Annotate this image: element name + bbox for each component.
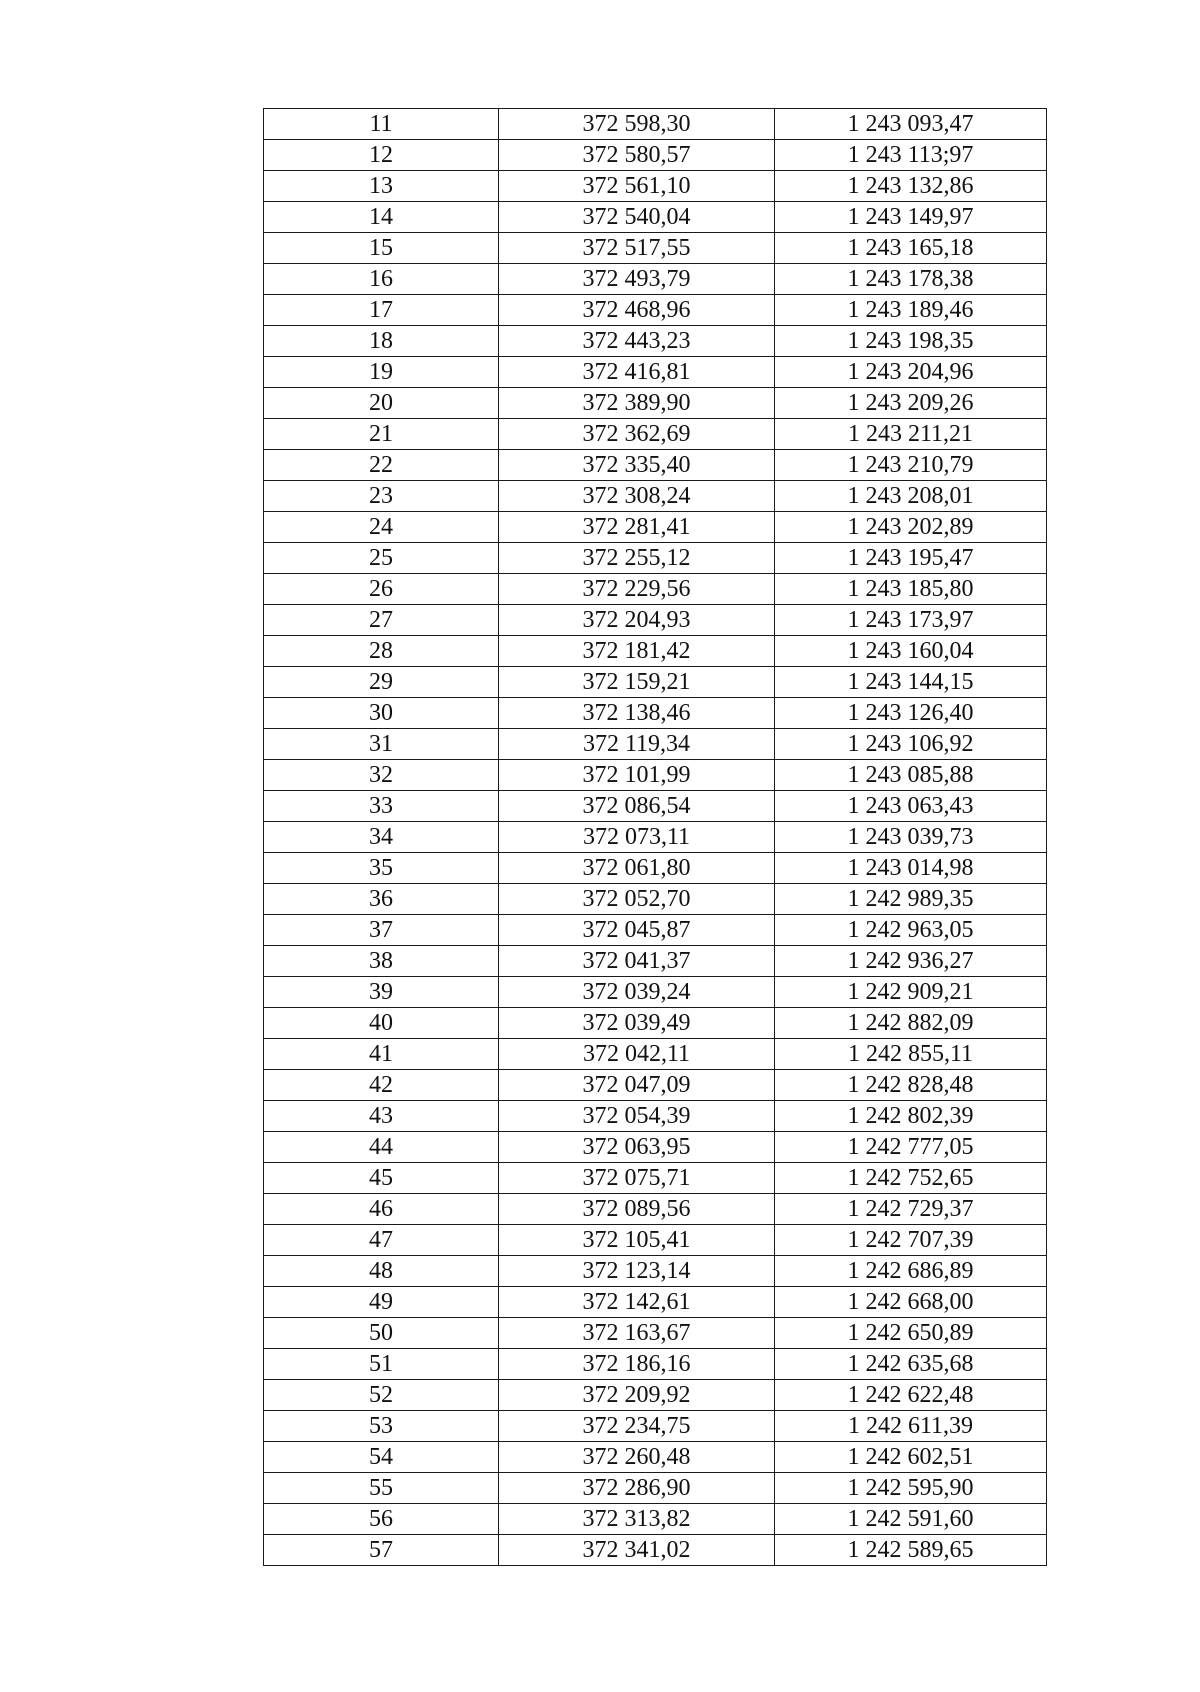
x-coordinate-cell: 372 229,56 (499, 574, 775, 605)
x-coordinate-cell: 372 362,69 (499, 419, 775, 450)
table-row (264, 357, 1047, 388)
point-number-cell: 43 (264, 1101, 499, 1132)
x-coordinate-cell: 372 052,70 (499, 884, 775, 915)
table-row (264, 1256, 1047, 1287)
x-coordinate-cell: 372 181,42 (499, 636, 775, 667)
table-row (264, 419, 1047, 450)
point-number-cell: 42 (264, 1070, 499, 1101)
x-coordinate-cell: 372 468,96 (499, 295, 775, 326)
x-coordinate-cell: 372 039,24 (499, 977, 775, 1008)
table-row (264, 1535, 1047, 1566)
table-row (264, 1194, 1047, 1225)
table-row (264, 543, 1047, 574)
y-coordinate-cell: 1 243 173,97 (775, 605, 1047, 636)
point-number-cell: 19 (264, 357, 499, 388)
table-row (264, 915, 1047, 946)
table-row (264, 1442, 1047, 1473)
y-coordinate-cell: 1 243 063,43 (775, 791, 1047, 822)
table-row (264, 1287, 1047, 1318)
x-coordinate-cell: 372 142,61 (499, 1287, 775, 1318)
y-coordinate-cell: 1 242 635,68 (775, 1349, 1047, 1380)
x-coordinate-cell: 372 105,41 (499, 1225, 775, 1256)
point-number-cell: 38 (264, 946, 499, 977)
table-row (264, 1225, 1047, 1256)
point-number-cell: 41 (264, 1039, 499, 1070)
table-row (264, 326, 1047, 357)
y-coordinate-cell: 1 242 909,21 (775, 977, 1047, 1008)
y-coordinate-cell: 1 243 144,15 (775, 667, 1047, 698)
y-coordinate-cell: 1 242 622,48 (775, 1380, 1047, 1411)
x-coordinate-cell: 372 204,93 (499, 605, 775, 636)
y-coordinate-cell: 1 243 132,86 (775, 171, 1047, 202)
x-coordinate-cell: 372 540,04 (499, 202, 775, 233)
x-coordinate-cell: 372 101,99 (499, 760, 775, 791)
y-coordinate-cell: 1 243 211,21 (775, 419, 1047, 450)
x-coordinate-cell: 372 041,37 (499, 946, 775, 977)
y-coordinate-cell: 1 243 113;97 (775, 140, 1047, 171)
point-number-cell: 18 (264, 326, 499, 357)
x-coordinate-cell: 372 186,16 (499, 1349, 775, 1380)
table-row (264, 233, 1047, 264)
point-number-cell: 46 (264, 1194, 499, 1225)
point-number-cell: 29 (264, 667, 499, 698)
point-number-cell: 20 (264, 388, 499, 419)
x-coordinate-cell: 372 047,09 (499, 1070, 775, 1101)
y-coordinate-cell: 1 243 126,40 (775, 698, 1047, 729)
point-number-cell: 25 (264, 543, 499, 574)
table-row (264, 140, 1047, 171)
point-number-cell: 21 (264, 419, 499, 450)
point-number-cell: 35 (264, 853, 499, 884)
point-number-cell: 40 (264, 1008, 499, 1039)
table-row (264, 977, 1047, 1008)
point-number-cell: 55 (264, 1473, 499, 1504)
point-number-cell: 52 (264, 1380, 499, 1411)
point-number-cell: 34 (264, 822, 499, 853)
coordinates-table-body (264, 109, 1047, 1566)
point-number-cell: 49 (264, 1287, 499, 1318)
y-coordinate-cell: 1 243 014,98 (775, 853, 1047, 884)
y-coordinate-cell: 1 242 729,37 (775, 1194, 1047, 1225)
y-coordinate-cell: 1 243 198,35 (775, 326, 1047, 357)
x-coordinate-cell: 372 389,90 (499, 388, 775, 419)
x-coordinate-cell: 372 443,23 (499, 326, 775, 357)
table-row (264, 822, 1047, 853)
y-coordinate-cell: 1 243 210,79 (775, 450, 1047, 481)
point-number-cell: 31 (264, 729, 499, 760)
x-coordinate-cell: 372 045,87 (499, 915, 775, 946)
table-row (264, 1008, 1047, 1039)
y-coordinate-cell: 1 242 802,39 (775, 1101, 1047, 1132)
y-coordinate-cell: 1 242 668,00 (775, 1287, 1047, 1318)
point-number-cell: 48 (264, 1256, 499, 1287)
x-coordinate-cell: 372 209,92 (499, 1380, 775, 1411)
y-coordinate-cell: 1 243 208,01 (775, 481, 1047, 512)
table-row (264, 450, 1047, 481)
x-coordinate-cell: 372 061,80 (499, 853, 775, 884)
x-coordinate-cell: 372 335,40 (499, 450, 775, 481)
point-number-cell: 56 (264, 1504, 499, 1535)
table-row (264, 760, 1047, 791)
y-coordinate-cell: 1 243 165,18 (775, 233, 1047, 264)
y-coordinate-cell: 1 242 777,05 (775, 1132, 1047, 1163)
y-coordinate-cell: 1 243 039,73 (775, 822, 1047, 853)
point-number-cell: 12 (264, 140, 499, 171)
y-coordinate-cell: 1 242 686,89 (775, 1256, 1047, 1287)
x-coordinate-cell: 372 416,81 (499, 357, 775, 388)
point-number-cell: 14 (264, 202, 499, 233)
table-row (264, 791, 1047, 822)
table-row (264, 1349, 1047, 1380)
point-number-cell: 47 (264, 1225, 499, 1256)
coordinates-table (263, 108, 1047, 1566)
point-number-cell: 22 (264, 450, 499, 481)
table-row (264, 853, 1047, 884)
point-number-cell: 28 (264, 636, 499, 667)
y-coordinate-cell: 1 242 602,51 (775, 1442, 1047, 1473)
table-row (264, 884, 1047, 915)
table-row (264, 1473, 1047, 1504)
x-coordinate-cell: 372 073,11 (499, 822, 775, 853)
table-row (264, 1132, 1047, 1163)
table-row (264, 729, 1047, 760)
table-row (264, 1411, 1047, 1442)
point-number-cell: 50 (264, 1318, 499, 1349)
x-coordinate-cell: 372 561,10 (499, 171, 775, 202)
y-coordinate-cell: 1 242 882,09 (775, 1008, 1047, 1039)
point-number-cell: 57 (264, 1535, 499, 1566)
x-coordinate-cell: 372 075,71 (499, 1163, 775, 1194)
table-row (264, 636, 1047, 667)
table-row (264, 605, 1047, 636)
point-number-cell: 30 (264, 698, 499, 729)
x-coordinate-cell: 372 517,55 (499, 233, 775, 264)
table-row (264, 1070, 1047, 1101)
y-coordinate-cell: 1 242 828,48 (775, 1070, 1047, 1101)
y-coordinate-cell: 1 242 589,65 (775, 1535, 1047, 1566)
table-row (264, 1504, 1047, 1535)
table-row (264, 1163, 1047, 1194)
x-coordinate-cell: 372 163,67 (499, 1318, 775, 1349)
y-coordinate-cell: 1 242 591,60 (775, 1504, 1047, 1535)
point-number-cell: 44 (264, 1132, 499, 1163)
x-coordinate-cell: 372 042,11 (499, 1039, 775, 1070)
table-row (264, 698, 1047, 729)
point-number-cell: 45 (264, 1163, 499, 1194)
table-row (264, 295, 1047, 326)
y-coordinate-cell: 1 242 936,27 (775, 946, 1047, 977)
point-number-cell: 26 (264, 574, 499, 605)
y-coordinate-cell: 1 243 189,46 (775, 295, 1047, 326)
y-coordinate-cell: 1 242 650,89 (775, 1318, 1047, 1349)
x-coordinate-cell: 372 598,30 (499, 109, 775, 140)
point-number-cell: 54 (264, 1442, 499, 1473)
point-number-cell: 23 (264, 481, 499, 512)
table-row (264, 946, 1047, 977)
table-row (264, 1380, 1047, 1411)
y-coordinate-cell: 1 243 209,26 (775, 388, 1047, 419)
table-row (264, 1039, 1047, 1070)
table-row (264, 512, 1047, 543)
y-coordinate-cell: 1 242 989,35 (775, 884, 1047, 915)
x-coordinate-cell: 372 063,95 (499, 1132, 775, 1163)
x-coordinate-cell: 372 138,46 (499, 698, 775, 729)
table-row (264, 171, 1047, 202)
y-coordinate-cell: 1 243 195,47 (775, 543, 1047, 574)
y-coordinate-cell: 1 243 106,92 (775, 729, 1047, 760)
x-coordinate-cell: 372 089,56 (499, 1194, 775, 1225)
x-coordinate-cell: 372 260,48 (499, 1442, 775, 1473)
point-number-cell: 11 (264, 109, 499, 140)
y-coordinate-cell: 1 242 707,39 (775, 1225, 1047, 1256)
point-number-cell: 53 (264, 1411, 499, 1442)
x-coordinate-cell: 372 281,41 (499, 512, 775, 543)
table-row (264, 388, 1047, 419)
point-number-cell: 27 (264, 605, 499, 636)
x-coordinate-cell: 372 313,82 (499, 1504, 775, 1535)
table-row (264, 202, 1047, 233)
table-row (264, 481, 1047, 512)
y-coordinate-cell: 1 243 149,97 (775, 202, 1047, 233)
point-number-cell: 17 (264, 295, 499, 326)
y-coordinate-cell: 1 242 855,11 (775, 1039, 1047, 1070)
table-row (264, 1318, 1047, 1349)
y-coordinate-cell: 1 242 963,05 (775, 915, 1047, 946)
x-coordinate-cell: 372 159,21 (499, 667, 775, 698)
point-number-cell: 16 (264, 264, 499, 295)
x-coordinate-cell: 372 119,34 (499, 729, 775, 760)
point-number-cell: 37 (264, 915, 499, 946)
table-row (264, 264, 1047, 295)
point-number-cell: 39 (264, 977, 499, 1008)
x-coordinate-cell: 372 308,24 (499, 481, 775, 512)
y-coordinate-cell: 1 243 085,88 (775, 760, 1047, 791)
point-number-cell: 13 (264, 171, 499, 202)
x-coordinate-cell: 372 341,02 (499, 1535, 775, 1566)
x-coordinate-cell: 372 286,90 (499, 1473, 775, 1504)
y-coordinate-cell: 1 243 185,80 (775, 574, 1047, 605)
y-coordinate-cell: 1 242 752,65 (775, 1163, 1047, 1194)
y-coordinate-cell: 1 243 204,96 (775, 357, 1047, 388)
point-number-cell: 24 (264, 512, 499, 543)
x-coordinate-cell: 372 493,79 (499, 264, 775, 295)
x-coordinate-cell: 372 086,54 (499, 791, 775, 822)
point-number-cell: 36 (264, 884, 499, 915)
y-coordinate-cell: 1 243 178,38 (775, 264, 1047, 295)
table-row (264, 109, 1047, 140)
point-number-cell: 33 (264, 791, 499, 822)
table-row (264, 667, 1047, 698)
point-number-cell: 15 (264, 233, 499, 264)
point-number-cell: 32 (264, 760, 499, 791)
table-row (264, 1101, 1047, 1132)
x-coordinate-cell: 372 255,12 (499, 543, 775, 574)
x-coordinate-cell: 372 039,49 (499, 1008, 775, 1039)
y-coordinate-cell: 1 242 611,39 (775, 1411, 1047, 1442)
x-coordinate-cell: 372 123,14 (499, 1256, 775, 1287)
x-coordinate-cell: 372 234,75 (499, 1411, 775, 1442)
y-coordinate-cell: 1 243 160,04 (775, 636, 1047, 667)
y-coordinate-cell: 1 243 093,47 (775, 109, 1047, 140)
y-coordinate-cell: 1 242 595,90 (775, 1473, 1047, 1504)
y-coordinate-cell: 1 243 202,89 (775, 512, 1047, 543)
x-coordinate-cell: 372 054,39 (499, 1101, 775, 1132)
x-coordinate-cell: 372 580,57 (499, 140, 775, 171)
point-number-cell: 51 (264, 1349, 499, 1380)
table-row (264, 574, 1047, 605)
